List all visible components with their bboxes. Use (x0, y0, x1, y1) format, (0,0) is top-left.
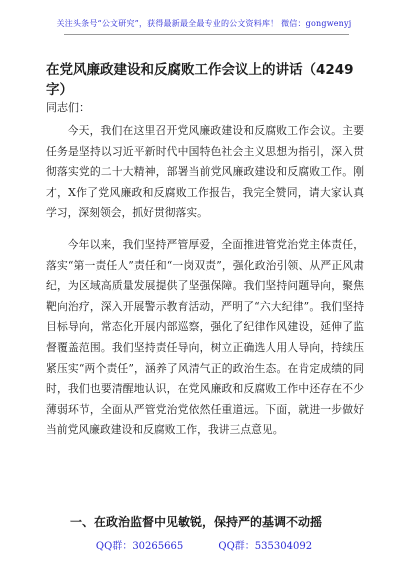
paragraph: 今天，我们在这里召开党风廉政建设和反腐败工作会议。主要任务是坚持以习近平新时代中国特色社会主义思想为指引，深入贯彻落实党的二十大精神，部署当前党风廉政建设和反腐败工作。刚才，X作了党风廉政和反腐败工作报告，我完全赞同，请大家认真学习，深刻领会，抓好贯彻落实。 (46, 124, 364, 220)
header-banner: 关注头条号“公文研究”，获得最新最全最专业的公文资料库！ 微信：gongwenyj (56, 19, 352, 28)
footer-qq-group-2: QQ群：535304092 (218, 541, 313, 552)
paragraph: 今年以来，我们坚持严管厚爱，全面推进管党治党主体责任，落实“第一责任人”责任和“一岗双责”，强化政治引领、从严正风肃纪，为区域高质量发展提供了坚强保障。我们坚持问题导向，聚焦靶向治疗，深入开展警示教育活动，严明了“六大纪律”。我们坚持目标导向，常态化开展内部巡察，强化了纪律作风建设，延伸了监督覆盖范围。我们坚持责任导向，树立正确选人用人导向，持续压紧压实“两个责任”，涵养了风清气正的政治生态。在肯定成绩的同时，我们也要清醒地认识，在党风廉政和反腐败工作中还存在不少薄弱环节，全面从严管党治党依然任重道远。下面，就进一步做好当前党风廉政建设和反腐败工作，我讲三点意见。 (46, 237, 364, 437)
section-heading: 一、在政治监督中见敏锐，保持严的基调不动摇 (70, 515, 323, 529)
document-body (46, 121, 364, 441)
header-divider (64, 34, 349, 35)
footer-qq-group-1: QQ群：30265665 (95, 541, 184, 552)
document-title: 在党风廉政建设和反腐败工作会议上的讲话（4249字） (46, 62, 354, 98)
footer (0, 537, 408, 552)
salutation: 同志们： (46, 101, 90, 114)
